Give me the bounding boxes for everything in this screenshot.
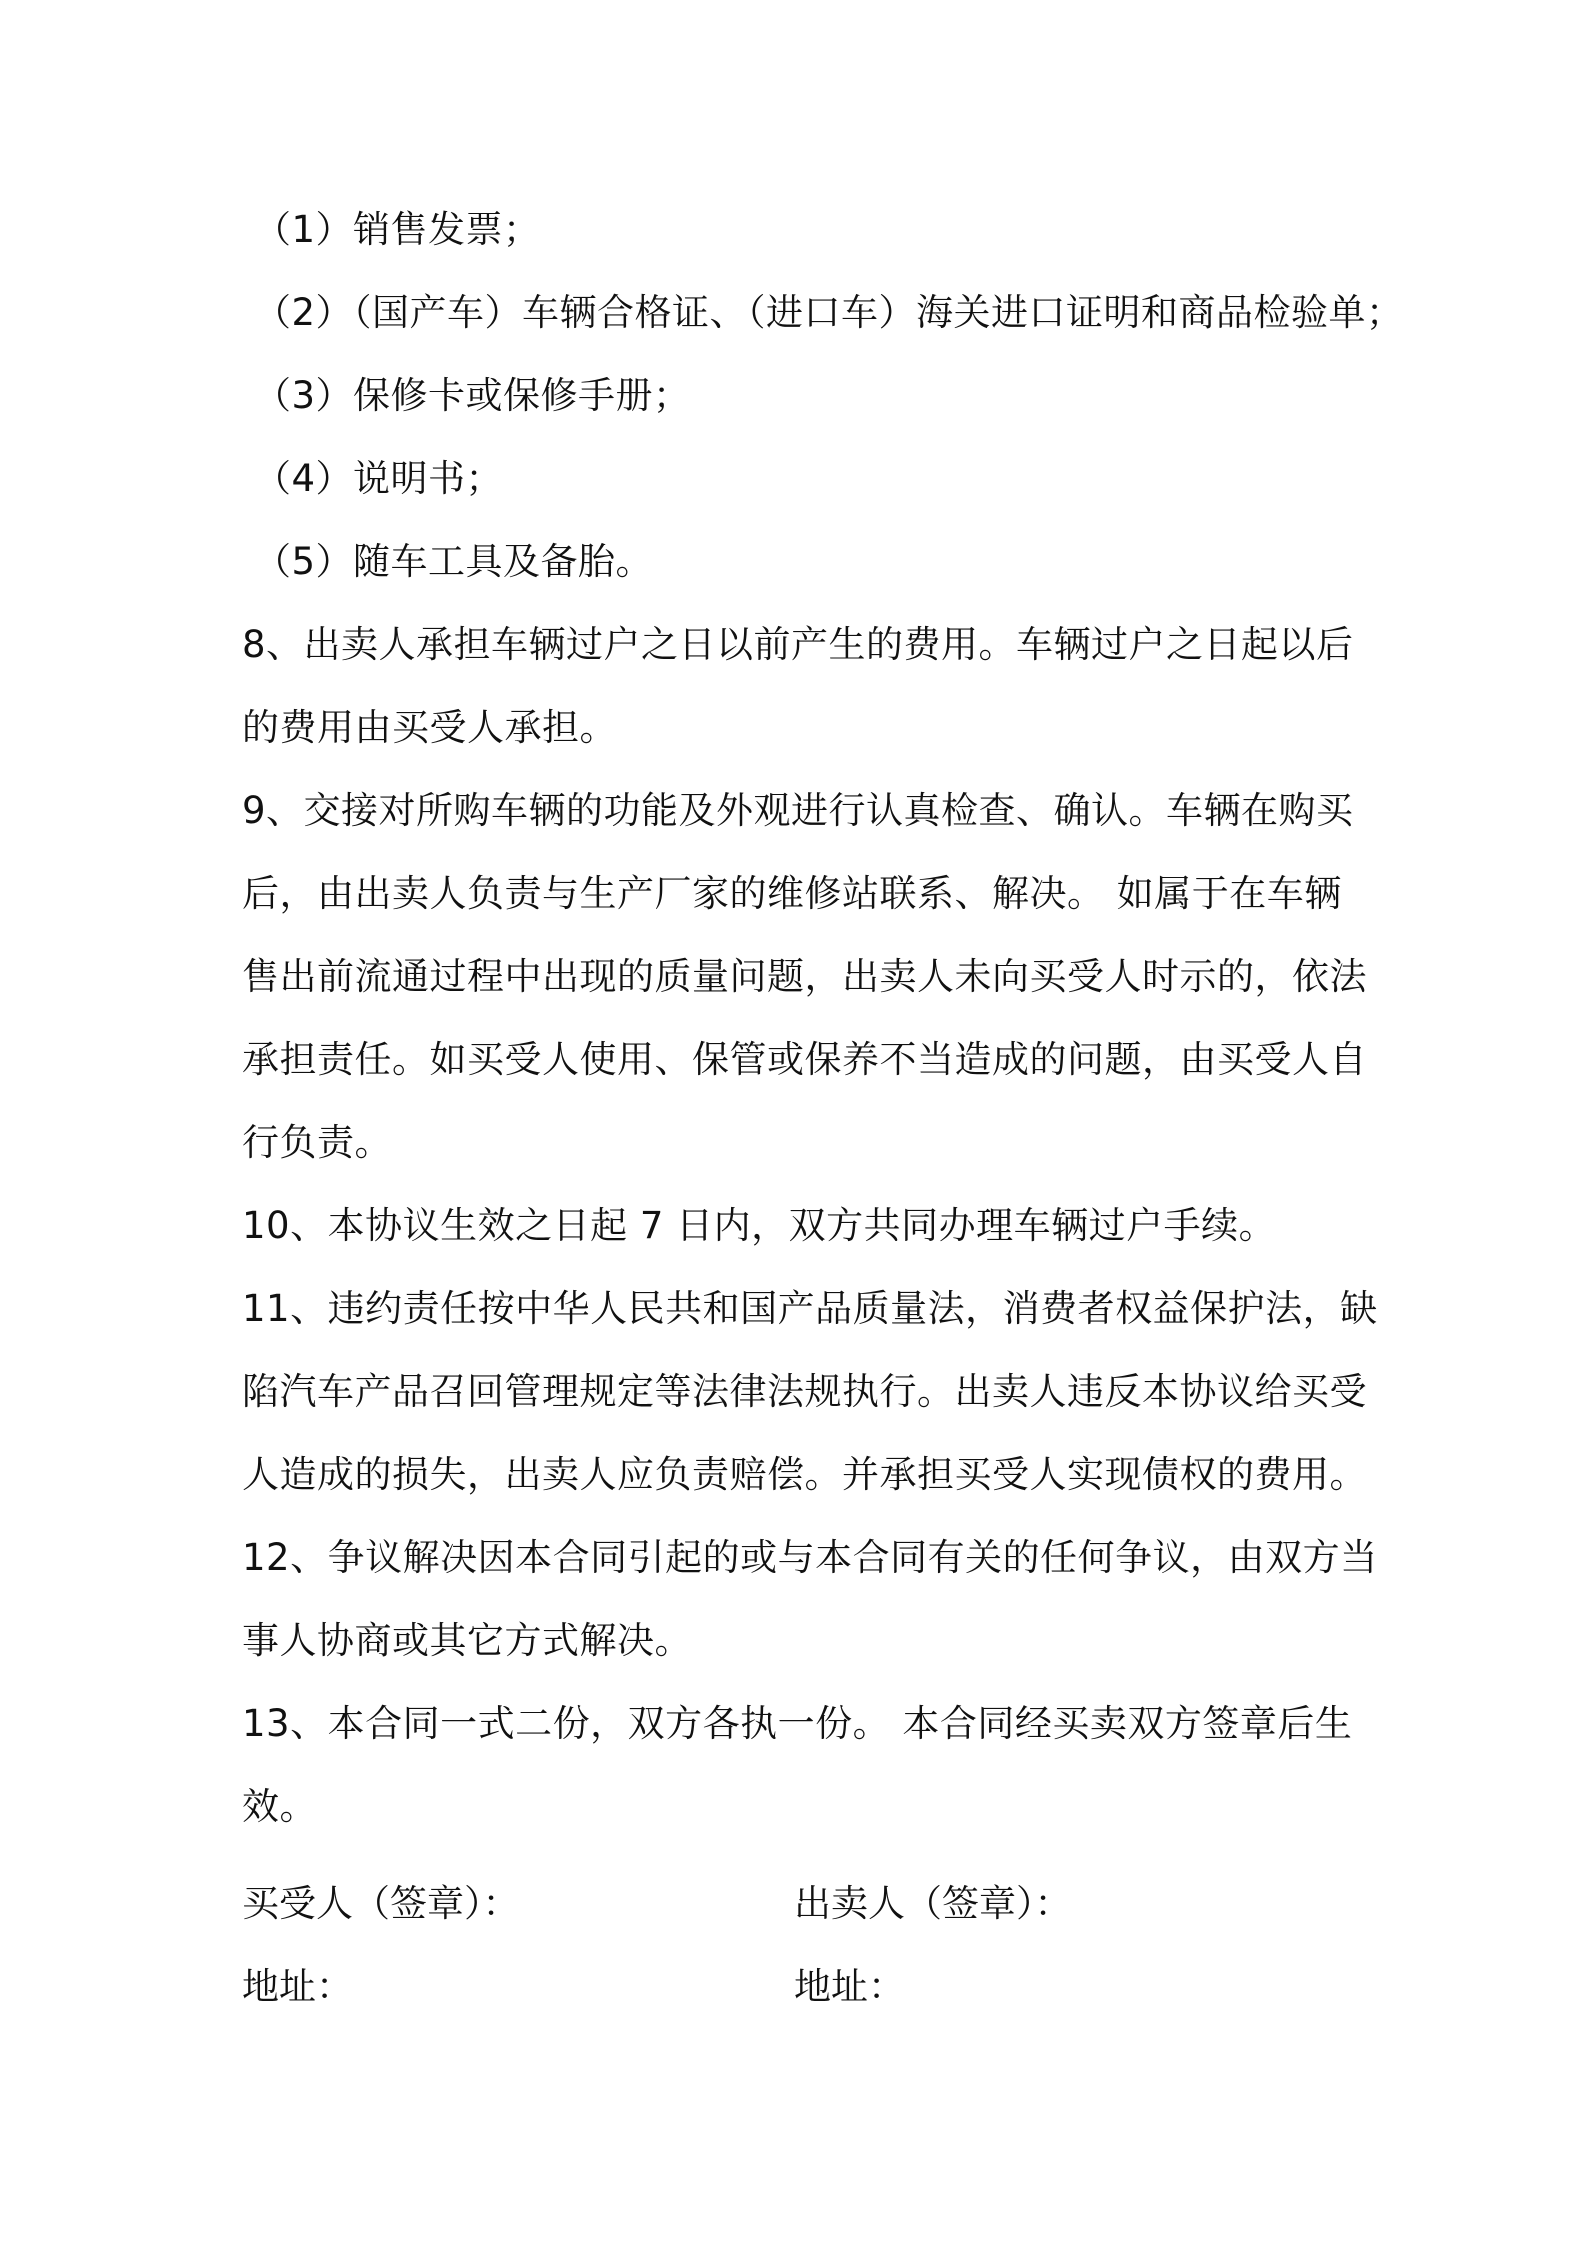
item-sales-invoice: （1）销售发票； bbox=[254, 208, 541, 251]
clause-9-line-4: 承担责任。如买受人使用、保管或保养不当造成的问题，由买受人自 bbox=[242, 1038, 1367, 1081]
buyer-address-label: 地址： bbox=[242, 1965, 353, 2008]
clause-9-line-3: 售出前流通过程中出现的质量问题，出卖人未向买受人时示的，依法 bbox=[242, 955, 1367, 998]
clause-13-line-2: 效。 bbox=[242, 1785, 317, 1828]
buyer-signature-label: 买受人（签章）： bbox=[242, 1882, 520, 1925]
contract-body bbox=[242, 188, 1404, 1848]
signature-row bbox=[242, 1862, 1362, 1945]
clause-8-line-1: 8、出卖人承担车辆过户之日以前产生的费用。车辆过户之日起以后 bbox=[242, 623, 1354, 666]
item-certificate: （2）（国产车）车辆合格证、（进口车）海关进口证明和商品检验单； bbox=[254, 291, 1404, 334]
clause-8-line-2: 的费用由买受人承担。 bbox=[242, 706, 617, 749]
seller-address-label: 地址： bbox=[794, 1965, 905, 2008]
clause-11-line-1: 11、违约责任按中华人民共和国产品质量法，消费者权益保护法，缺 bbox=[242, 1287, 1378, 1330]
seller-signature-label: 出卖人（签章）： bbox=[794, 1882, 1072, 1925]
clause-11-line-3: 人造成的损失，出卖人应负责赔偿。并承担买受人实现债权的费用。 bbox=[242, 1453, 1367, 1496]
clause-9-line-5: 行负责。 bbox=[242, 1121, 392, 1164]
item-manual: （4）说明书； bbox=[254, 457, 504, 500]
clause-13-line-1: 13、本合同一式二份，双方各执一份。 本合同经买卖双方签章后生 bbox=[242, 1702, 1353, 1745]
item-warranty-card: （3）保修卡或保修手册； bbox=[254, 374, 691, 417]
clause-12-line-1: 12、争议解决因本合同引起的或与本合同有关的任何争议，由双方当 bbox=[242, 1536, 1378, 1579]
clause-10-line-1: 10、本协议生效之日起 7 日内，双方共同办理车辆过户手续。 bbox=[242, 1204, 1277, 1247]
clause-12-line-2: 事人协商或其它方式解决。 bbox=[242, 1619, 692, 1662]
clause-11-line-2: 陷汽车产品召回管理规定等法律法规执行。出卖人违反本协议给买受 bbox=[242, 1370, 1367, 1413]
item-tools-spare-tire: （5）随车工具及备胎。 bbox=[254, 540, 654, 583]
signature-block bbox=[242, 1862, 1362, 2028]
address-row bbox=[242, 1945, 1362, 2028]
clause-9-line-2: 后，由出卖人负责与生产厂家的维修站联系、解决。 如属于在车辆 bbox=[242, 872, 1342, 915]
clause-9-line-1: 9、交接对所购车辆的功能及外观进行认真检查、确认。车辆在购买 bbox=[242, 789, 1354, 832]
